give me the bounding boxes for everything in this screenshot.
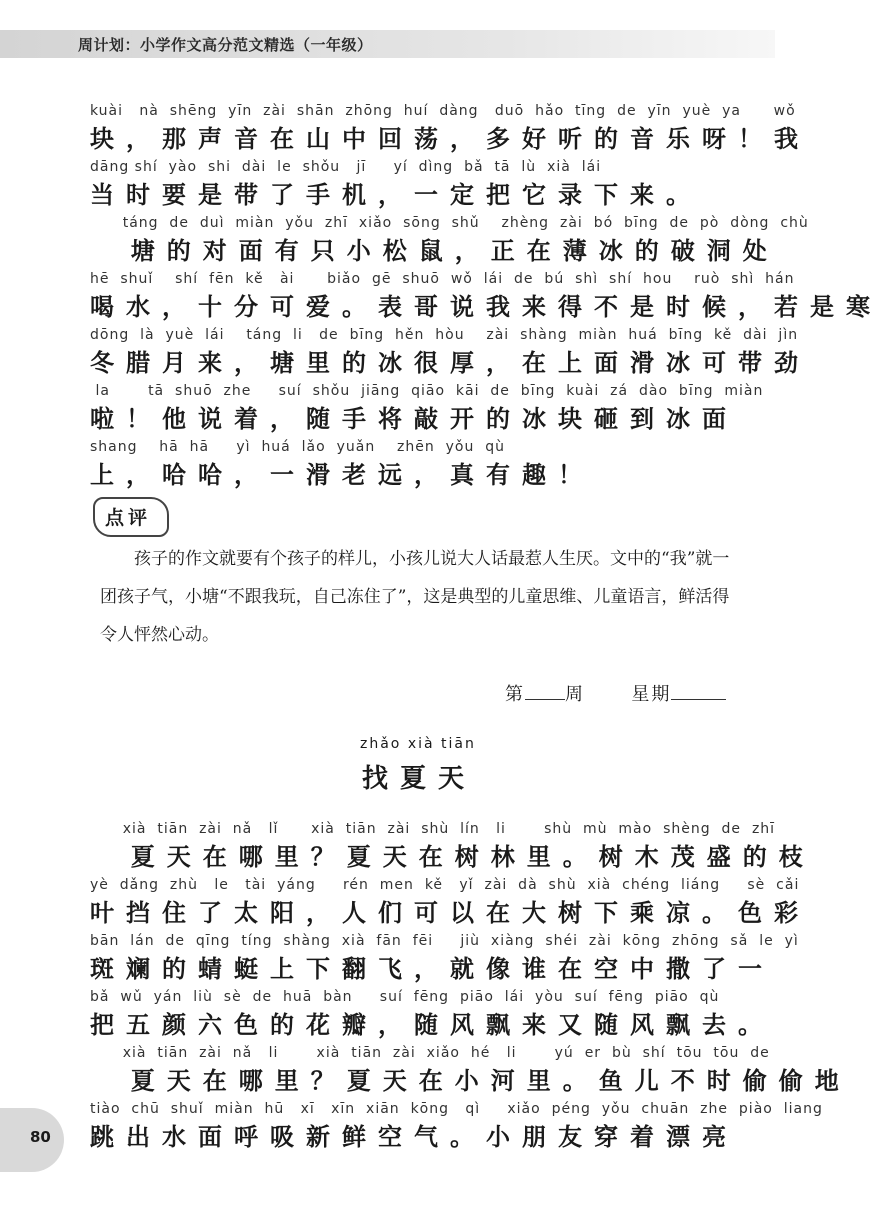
- text-line: [90, 380, 764, 436]
- hanzi-line: 塘的对面有只小松鼠，正在薄冰的破洞处: [90, 236, 779, 265]
- essay1-body: [90, 100, 882, 492]
- text-line: [90, 212, 809, 268]
- text-line: [90, 930, 799, 986]
- hanzi-line: 冬腊月来，塘里的冰很厚，在上面滑冰可带劲: [90, 348, 810, 377]
- hanzi-line: 喝水，十分可爱。表哥说我来得不是时候，若是寒: [90, 292, 882, 321]
- hanzi-line: 夏天在哪里？夏天在树林里。树木茂盛的枝: [90, 842, 815, 871]
- text-line: [90, 100, 810, 156]
- pinyin-line: kuài nà shēng yīn zài shān zhōng huí dàng duō hǎo tīng de yīn yuè ya wǒ: [90, 103, 796, 119]
- text-line: [90, 1042, 851, 1098]
- pinyin-line: shang hā hā yì huá lǎo yuǎn zhēn yǒu qù: [90, 439, 506, 455]
- pinyin-line: tiào chū shuǐ miàn hū xī xīn xiān kōng qì xiǎo péng yǒu chuān zhe piào liang: [90, 1101, 823, 1117]
- pinyin-line: táng de duì miàn yǒu zhī xiǎo sōng shǔ zhèng zài bó bīng de pò dòng chù: [90, 215, 809, 231]
- week-line: [505, 680, 726, 706]
- pinyin-line: bān lán de qīng tíng shàng xià fān fēi jiù xiàng shéi zài kōng zhōng sǎ le yì: [90, 933, 799, 949]
- text-line: [90, 874, 810, 930]
- hanzi-line: 块，那声音在山中回荡，多好听的音乐呀！我: [90, 124, 810, 153]
- pinyin-line: bǎ wǔ yán liù sè de huā bàn suí fēng piāo lái yòu suí fēng piāo qù: [90, 989, 720, 1005]
- hanzi-line: 把五颜六色的花瓣，随风飘来又随风飘去。: [90, 1010, 774, 1039]
- essay-title: 找夏天: [362, 764, 477, 794]
- pinyin-line: xià tiān zài nǎ li xià tiān zài xiǎo hé li yú er bù shí tōu tōu de: [90, 1045, 770, 1061]
- pinyin-line: hē shuǐ shí fēn kě ài biǎo gē shuō wǒ lái de bú shì shí hou ruò shì hán: [90, 271, 795, 287]
- header-bar: [0, 30, 775, 58]
- text-line: [90, 986, 774, 1042]
- text-line: [90, 324, 810, 380]
- review-tag-label: 点评: [105, 507, 152, 529]
- hanzi-line: 叶挡住了太阳，人们可以在大树下乘凉。色彩: [90, 898, 810, 927]
- title-pinyin: zhǎo xià tiān: [360, 736, 476, 752]
- pinyin-line: dōng là yuè lái táng li de bīng hěn hòu zài shàng miàn huá bīng kě dài jìn: [90, 327, 799, 343]
- text-line: [90, 156, 740, 212]
- pinyin-line: xià tiān zài nǎ lǐ xià tiān zài shù lín li shù mù mào shèng de zhī: [90, 821, 776, 837]
- review-text: 孩子的作文就要有个孩子的样儿，小孩儿说大人话最惹人生厌。文中的“我”就一团孩子气，小塘“不跟我玩，自己冻住了”，这是典型的儿童思维、儿童语言，鲜活得令人怦然心动。: [100, 549, 730, 645]
- pinyin-line: dāng shí yào shi dài le shǒu jī yí dìng bǎ tā lù xià lái: [90, 159, 602, 175]
- week-label-2: 周: [565, 684, 585, 705]
- hanzi-line: 跳出水面呼吸新鲜空气。小朋友穿着漂亮: [90, 1122, 738, 1151]
- hanzi-line: 当时要是带了手机，一定把它录下来。: [90, 180, 702, 209]
- essay2-body: [90, 818, 851, 1154]
- week-label-1: 第: [505, 684, 525, 705]
- weekday-label: 星期: [631, 684, 672, 705]
- hanzi-line: 斑斓的蜻蜓上下翻飞，就像谁在空中撒了一: [90, 954, 774, 983]
- hanzi-line: 夏天在哪里？夏天在小河里。鱼儿不时偷偷地: [90, 1066, 851, 1095]
- hanzi-line: 上，哈哈，一滑老远，真有趣！: [90, 460, 594, 489]
- text-line: [90, 268, 882, 324]
- review-tag: [93, 497, 169, 537]
- text-line: [90, 1098, 823, 1154]
- book-title: 周计划：小学作文高分范文精选（一年级）: [78, 36, 373, 54]
- pinyin-line: yè dǎng zhù le tài yáng rén men kě yǐ zài dà shù xià chéng liáng sè cǎi: [90, 877, 800, 893]
- weekday-blank: [671, 699, 726, 700]
- week-blank: [525, 699, 565, 700]
- page-number-tab: [0, 1108, 64, 1172]
- text-line: [90, 436, 740, 492]
- text-line: [90, 818, 815, 874]
- page-number: 80: [30, 1128, 51, 1146]
- pinyin-line: la tā shuō zhe suí shǒu jiāng qiāo kāi de bīng kuài zá dào bīng miàn: [90, 383, 764, 399]
- hanzi-line: 啦！他说着，随手将敲开的冰块砸到冰面: [90, 404, 738, 433]
